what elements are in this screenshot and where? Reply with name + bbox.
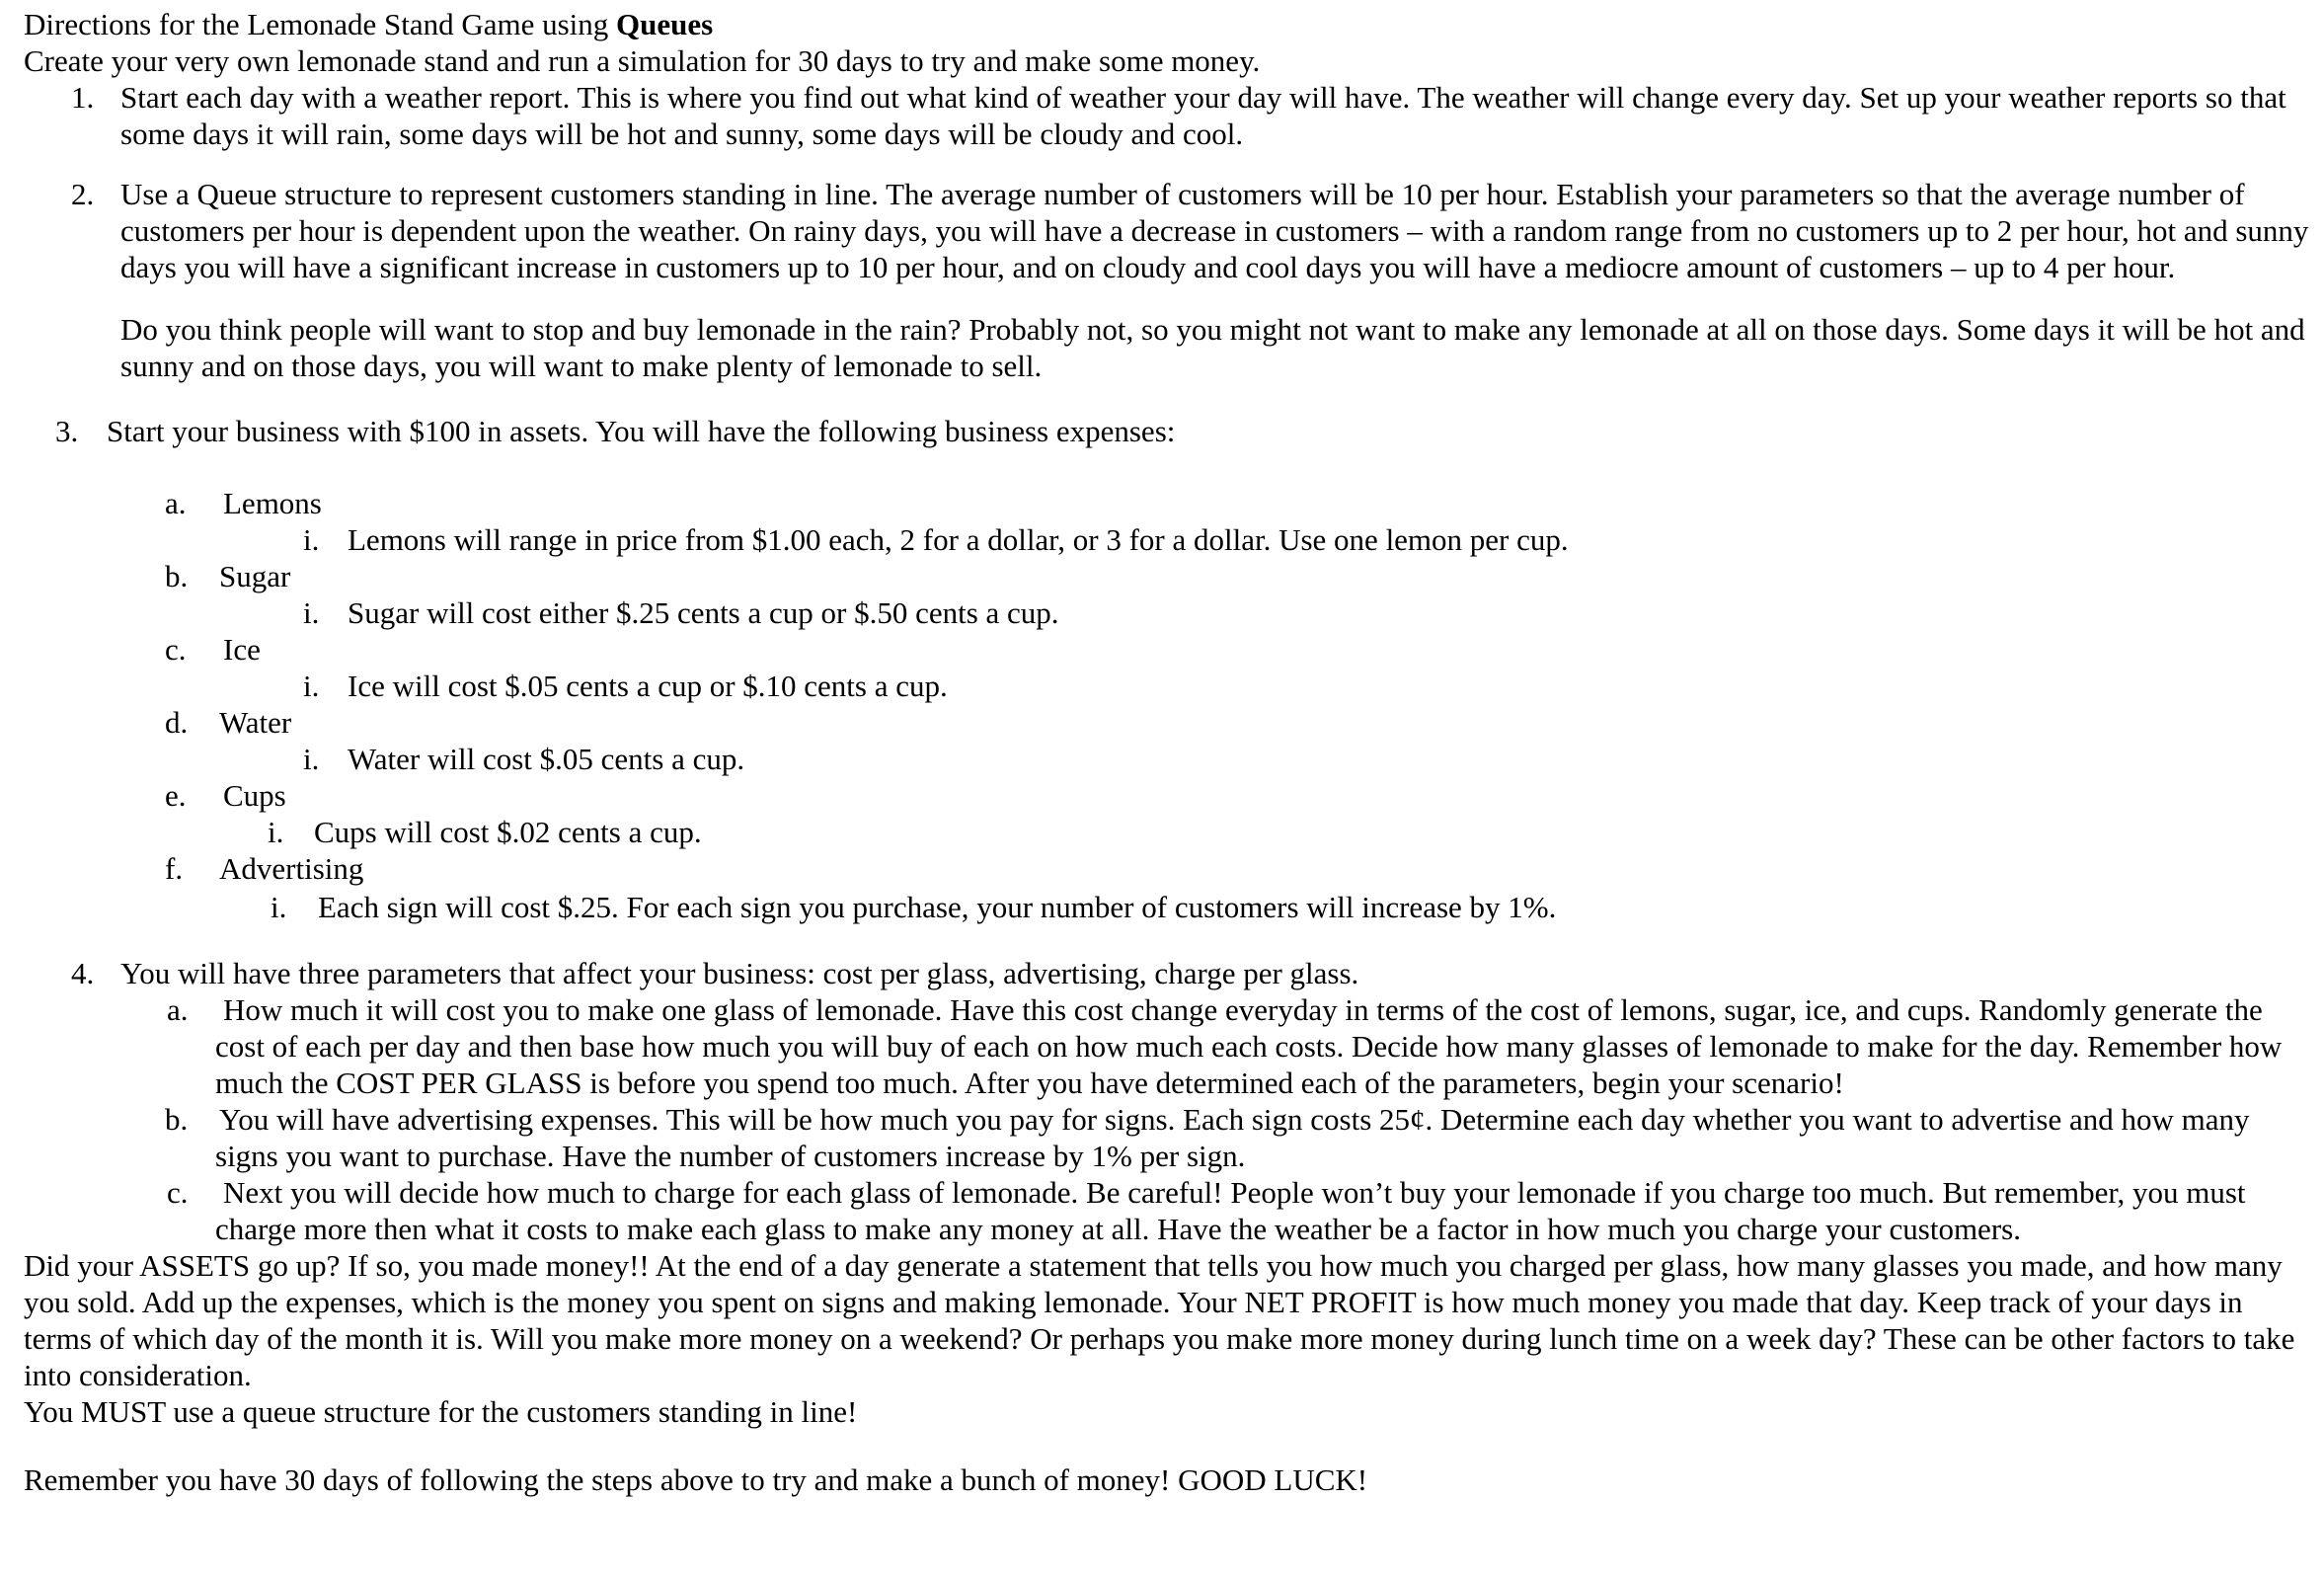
step-number: 1. [71, 80, 95, 115]
closing-paragraph: Did your ASSETS go up? If so, you made money!! At the end of a day generate a statement that tells you how much you charged per glass, how many glasses you made, and how many you sold. Add up the expenses, which is the money you spent on signs and making lemonade. Your NET PROFIT is how much money you made that day. Keep track of your days in terms of which day of the month it is. Will you make more money on a weekend? Or perhaps you make more money during lunch time on a week day? These can be other factors to take into consideration. [24, 1248, 2295, 1392]
detail-text: Cups will cost $.02 cents a cup. [314, 815, 702, 849]
step-number: 4. [71, 956, 95, 990]
expense-detail [24, 521, 2310, 558]
parameter-item [24, 991, 2310, 1101]
step-text: Start each day with a weather report. This is where you find out what kind of weather your day will have. The weather will change every day. Set up your weather reports so that some days it will rain, some days will be hot and sunny, some days will be cloudy and cool. [120, 80, 2286, 151]
detail-numeral: i. [271, 890, 287, 924]
step-text: Start your business with $100 in assets. You will have the following business expenses: [107, 414, 1176, 448]
expense-letter: d. [165, 705, 189, 740]
expense-name: Lemons [223, 486, 322, 520]
parameter-text: You will have advertising expenses. This will be how much you pay for signs. Each sign costs 25¢. Determine each day whether you want to advertise and how many signs you want to purchase. Have the number of customers increase by 1% per sign. [215, 1102, 2250, 1173]
expense-detail [24, 889, 2310, 925]
closing-reminder: Remember you have 30 days of following the steps above to try and make a bunch of money! GOOD LUCK! [24, 1462, 1368, 1497]
step-4 [24, 955, 2310, 991]
queue-requirement: You MUST use a queue structure for the customers standing in line! [24, 1394, 858, 1429]
step-3 [24, 413, 2310, 449]
expense-name: Cups [223, 778, 286, 813]
detail-numeral: i. [303, 742, 320, 776]
parameter-item [24, 1101, 2310, 1174]
parameter-text: Next you will decide how much to charge for each glass of lemonade. Be careful! People won’t buy your lemonade if you charge too much. But remember, you must charge more then what it costs to make each glass to make any money at all. Have the weather be a factor in how much you charge your customers. [215, 1175, 2246, 1246]
expense-item [24, 850, 2310, 887]
expense-letter: e. [165, 778, 187, 813]
parameter-item [24, 1174, 2310, 1247]
detail-numeral: i. [303, 595, 320, 630]
expense-item [24, 704, 2310, 741]
expense-name: Ice [223, 632, 261, 667]
expense-list [24, 485, 2310, 925]
expense-letter: a. [165, 486, 187, 520]
step-number: 2. [71, 177, 95, 211]
expense-detail [24, 741, 2310, 777]
expense-item [24, 558, 2310, 594]
expense-detail [24, 594, 2310, 631]
title-bold-word: Queues [616, 7, 714, 41]
expense-letter: f. [165, 851, 184, 886]
document [24, 6, 2310, 1498]
step-number: 3. [55, 414, 79, 448]
detail-numeral: i. [303, 669, 320, 703]
expense-detail [24, 814, 2310, 850]
parameter-letter: b. [165, 1102, 189, 1137]
document-title [24, 6, 2310, 42]
detail-text: Sugar will cost either $.25 cents a cup or $.50 cents a cup. [348, 595, 1059, 630]
expense-name: Advertising [219, 851, 364, 886]
step-text: You will have three parameters that affect your business: cost per glass, advertising, charge per glass. [120, 956, 1359, 990]
intro-text: Create your very own lemonade stand and run a simulation for 30 days to try and make some money. [24, 43, 1261, 78]
step-extra-text: Do you think people will want to stop and buy lemonade in the rain? Probably not, so you might not want to make any lemonade at all on those days. Some days it will be hot and sunny and on those days, you will want to make plenty of lemonade to sell. [120, 312, 2305, 383]
parameter-letter: a. [167, 992, 189, 1027]
parameter-text: How much it will cost you to make one glass of lemonade. Have this cost change everyday in terms of the cost of lemons, sugar, ice, and cups. Randomly generate the cost of each per day and then base how much you will buy of each on how much each costs. Decide how many glasses of lemonade to make for the day. Remember how much the COST PER GLASS is before you spend too much. After you have determined each of the parameters, begin your scenario! [215, 992, 2283, 1100]
detail-numeral: i. [268, 815, 284, 849]
detail-text: Each sign will cost $.25. For each sign you purchase, your number of customers will increase by 1%. [318, 890, 1557, 924]
step-1 [24, 79, 2310, 152]
expense-item [24, 777, 2310, 814]
detail-text: Water will cost $.05 cents a cup. [348, 742, 745, 776]
parameter-letter: c. [167, 1175, 189, 1210]
expense-letter: b. [165, 559, 189, 593]
detail-numeral: i. [303, 522, 320, 557]
parameter-list [24, 991, 2310, 1247]
title-text: Directions for the Lemonade Stand Game using [24, 7, 617, 41]
expense-detail [24, 668, 2310, 704]
detail-text: Lemons will range in price from $1.00 each, 2 for a dollar, or 3 for a dollar. Use one lemon per cup. [348, 522, 1569, 557]
detail-text: Ice will cost $.05 cents a cup or $.10 cents a cup. [348, 669, 948, 703]
step-text: Use a Queue structure to represent customers standing in line. The average number of customers will be 10 per hour. Establish your parameters so that the average number of customers per hour is dependent upon the weather. On rainy days, you will have a decrease in customers – with a random range from no customers up to 2 per hour, hot and sunny days you will have a significant increase in customers up to 10 per hour, and on cloudy and cool days you will have a mediocre amount of customers – up to 4 per hour. [120, 177, 2309, 284]
expense-name: Water [219, 705, 292, 740]
step-2 [24, 176, 2310, 384]
expense-name: Sugar [219, 559, 291, 593]
expense-item [24, 485, 2310, 521]
expense-item [24, 631, 2310, 668]
expense-letter: c. [165, 632, 187, 667]
